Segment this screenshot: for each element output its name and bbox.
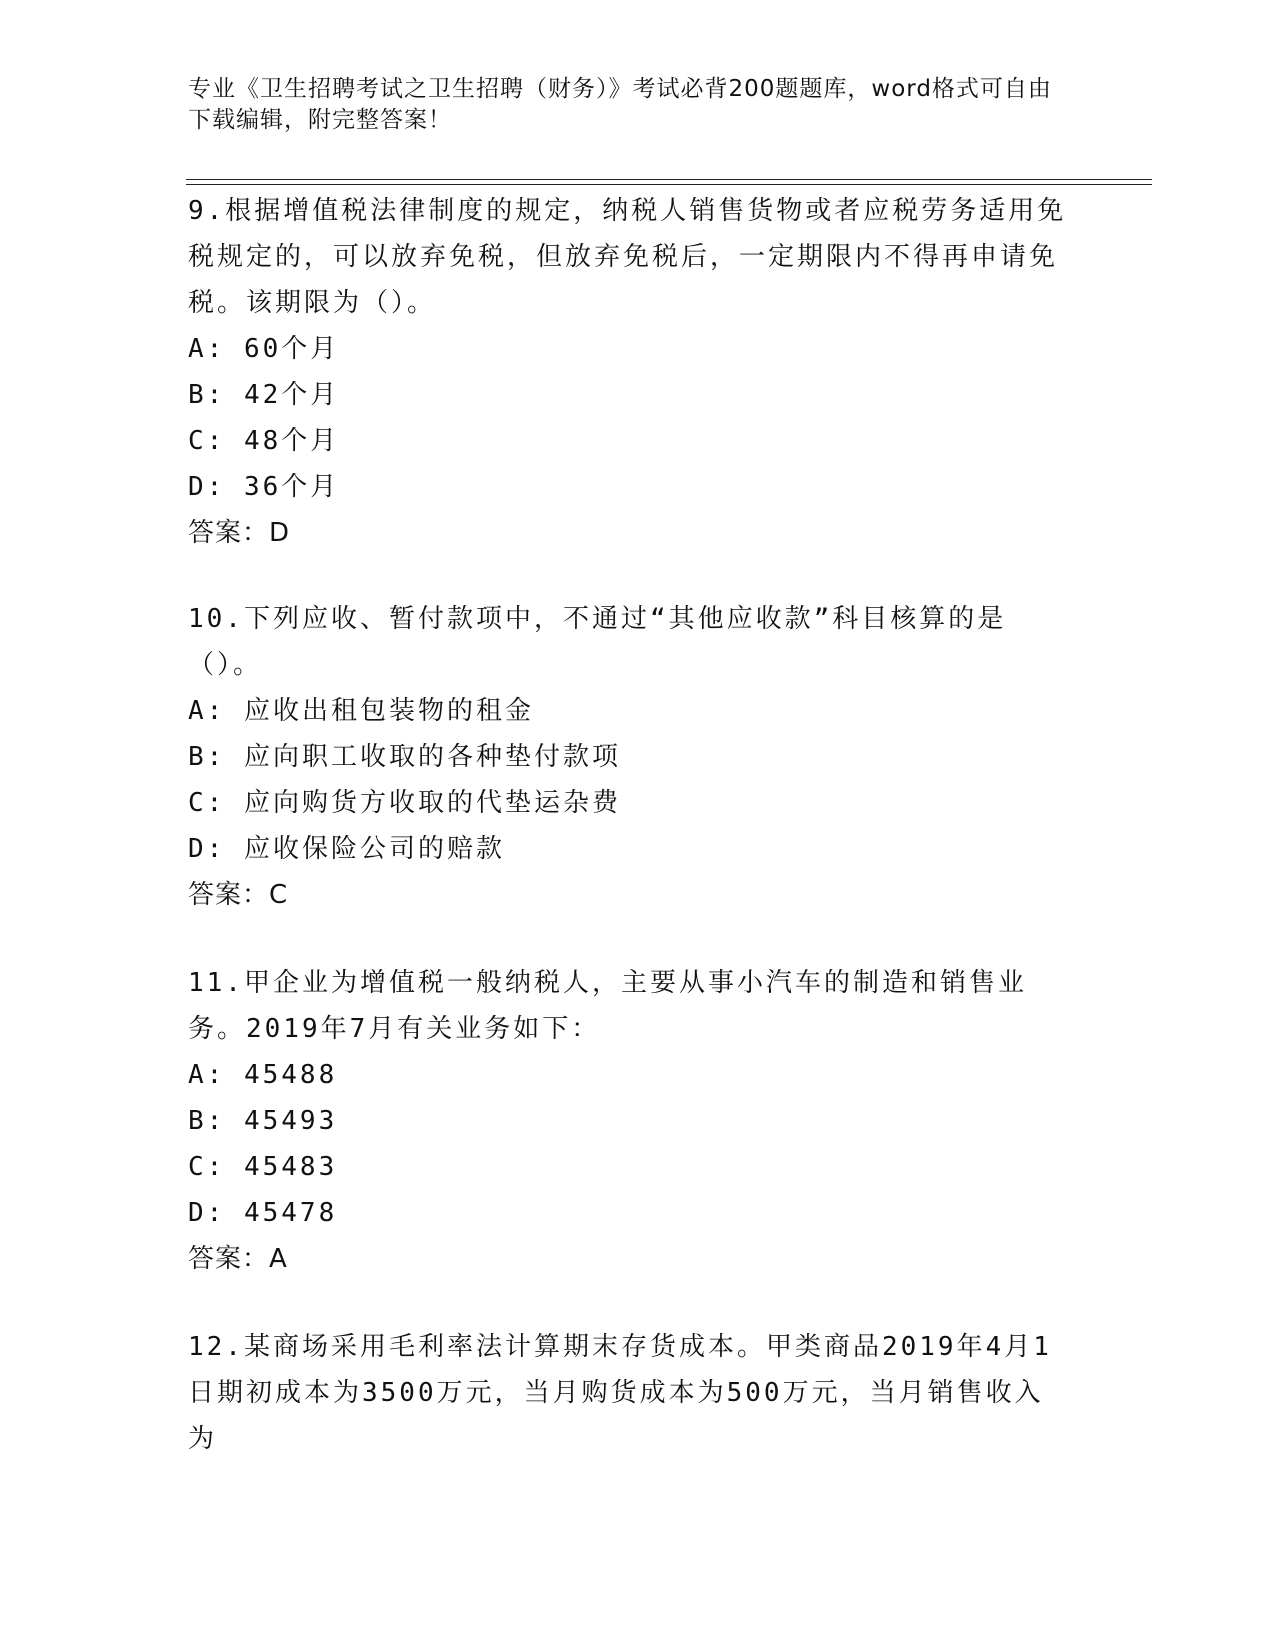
answer: 答案：D: [188, 518, 291, 548]
option-c: C: 应向购货方收取的代垫运杂费: [188, 788, 621, 818]
question-12: [188, 1324, 1068, 1462]
question-stem: 11.甲企业为增值税一般纳税人，主要从事小汽车的制造和销售业务。2019年7月有关业务如下：: [188, 968, 1027, 1044]
option-d: D: 45478: [188, 1198, 338, 1228]
question-stem: 10.下列应收、暂付款项中，不通过“其他应收款”科目核算的是（）。: [188, 604, 1007, 680]
question-stem: 12.某商场采用毛利率法计算期末存货成本。甲类商品2019年4月1日期初成本为3500万元，当月购货成本为500万元，当月销售收入为: [188, 1332, 1052, 1454]
option-a: A: 45488: [188, 1060, 338, 1090]
option-d: D: 36个月: [188, 472, 340, 502]
question-stem: 9.根据增值税法律制度的规定，纳税人销售货物或者应税劳务适用免税规定的，可以放弃免税，但放弃免税后，一定期限内不得再申请免税。该期限为（）。: [188, 196, 1067, 318]
answer: 答案：C: [188, 880, 289, 910]
option-a: A: 应收出租包装物的租金: [188, 696, 534, 726]
option-b: B: 42个月: [188, 380, 340, 410]
answer: 答案：A: [188, 1244, 288, 1274]
option-b: B: 45493: [188, 1106, 338, 1136]
question-10: [188, 596, 1068, 918]
option-c: C: 48个月: [188, 426, 340, 456]
document-header: 专业《卫生招聘考试之卫生招聘（财务）》考试必背200题题库，word格式可自由下载编辑，附完整答案！: [188, 76, 1052, 133]
question-9: [188, 188, 1068, 556]
option-c: C: 45483: [188, 1152, 338, 1182]
header-divider-top: [186, 179, 1152, 180]
header-divider-bottom: [186, 184, 1152, 185]
option-b: B: 应向职工收取的各种垫付款项: [188, 742, 621, 772]
option-d: D: 应收保险公司的赔款: [188, 834, 505, 864]
option-a: A: 60个月: [188, 334, 340, 364]
question-11: [188, 960, 1068, 1282]
